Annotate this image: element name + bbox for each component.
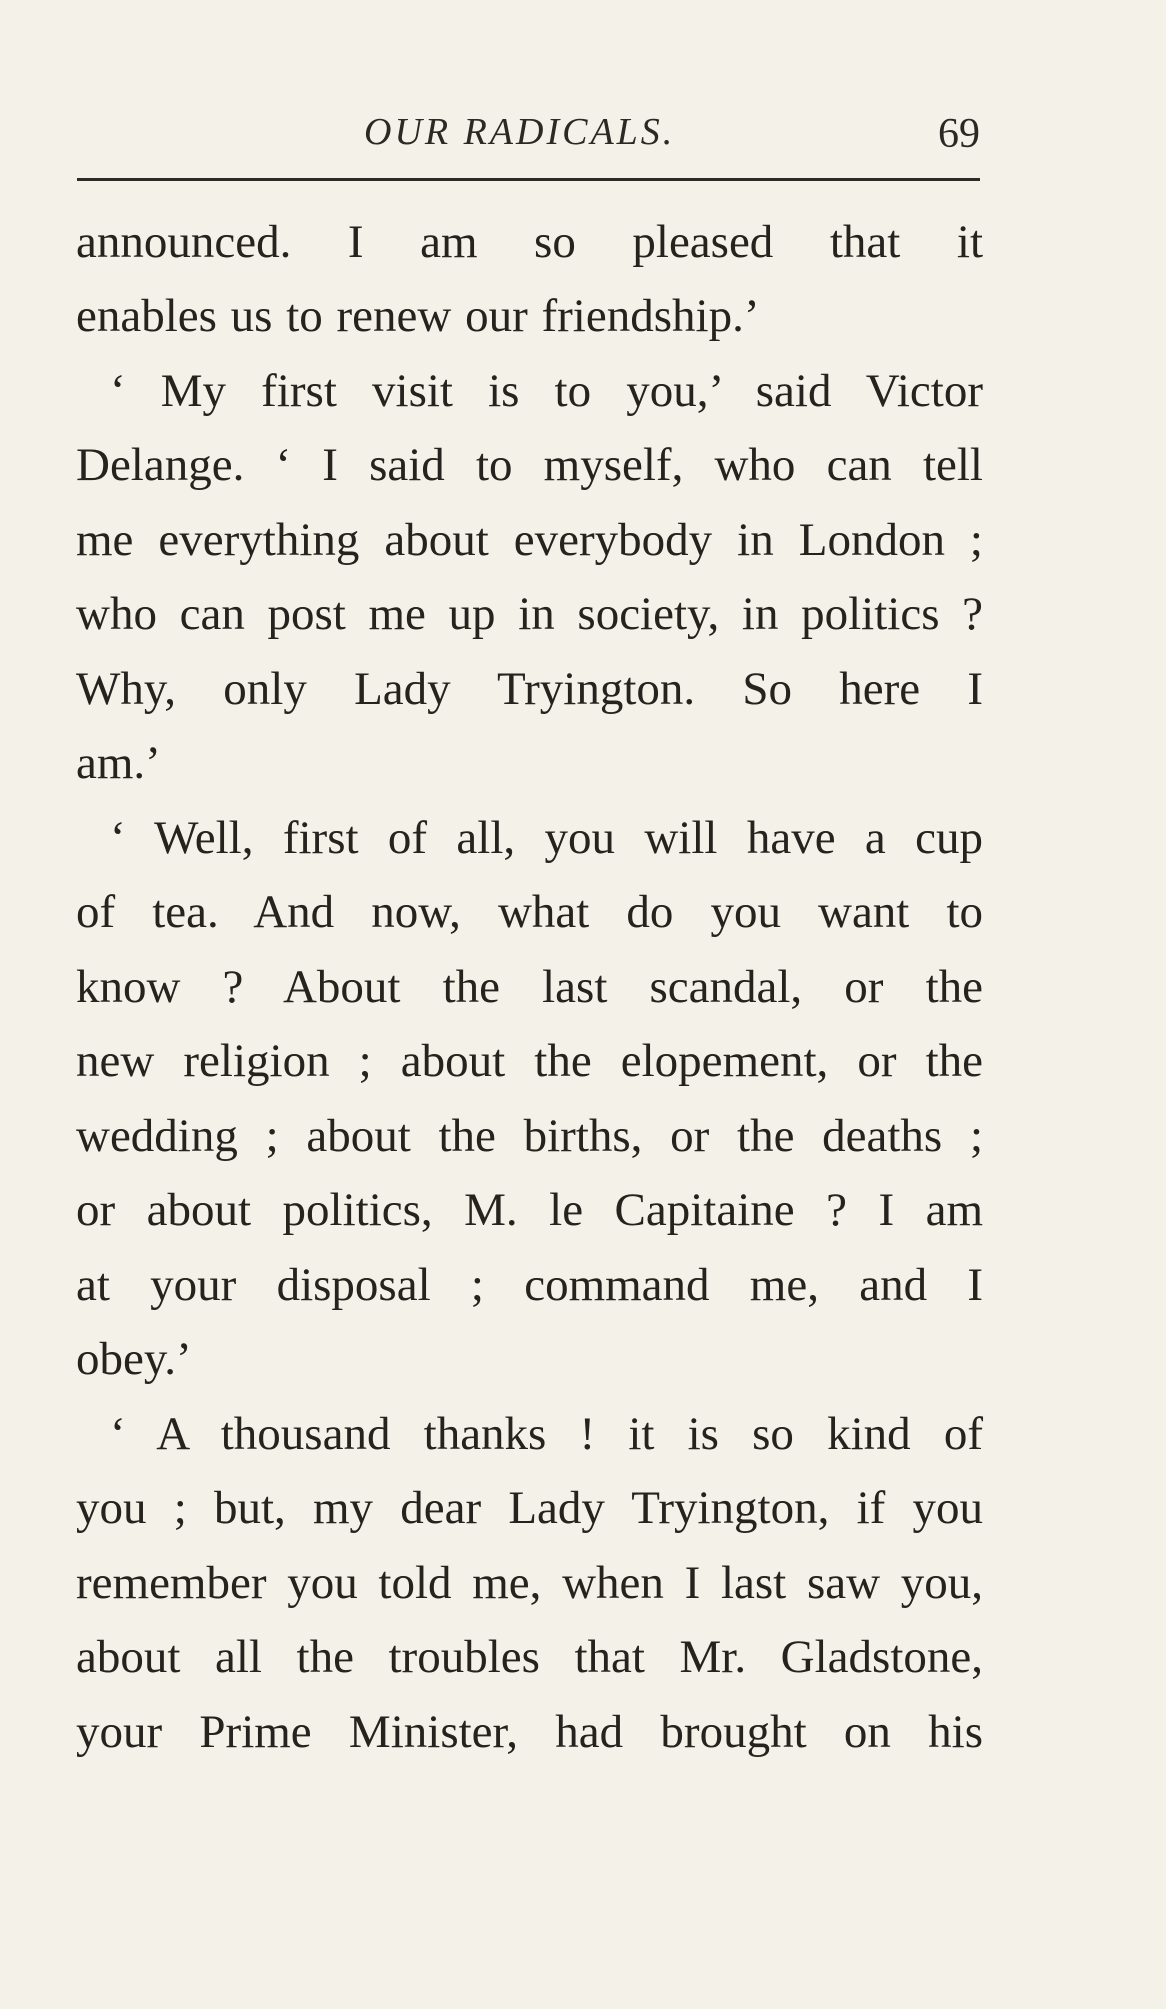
header-rule (77, 178, 980, 181)
text-line: wedding ; about the births, or the deaths ; (76, 1110, 983, 1162)
text-line: am.’ (76, 737, 161, 789)
text-line: who can post me up in society, in politics ? (76, 588, 983, 640)
text-line: announced. I am so pleased that it (76, 216, 983, 268)
text-line: obey.’ (76, 1333, 192, 1385)
text-line: or about politics, M. le Capitaine ? I am (76, 1184, 983, 1236)
text-line: know ? About the last scandal, or the (76, 961, 983, 1013)
text-line: Why, only Lady Tryington. So here I (76, 663, 983, 715)
text-line: ‘ Well, first of all, you will have a cup (110, 812, 983, 864)
text-line: remember you told me, when I last saw you, (76, 1557, 983, 1609)
text-line: me everything about everybody in London ; (76, 514, 983, 566)
text-line: about all the troubles that Mr. Gladstone, (76, 1631, 983, 1683)
text-line: your Prime Minister, had brought on his (76, 1706, 983, 1758)
text-line: of tea. And now, what do you want to (76, 886, 983, 938)
text-line: ‘ My first visit is to you,’ said Victor (110, 365, 983, 417)
text-line: at your disposal ; command me, and I (76, 1259, 983, 1311)
text-line: you ; but, my dear Lady Tryington, if you (76, 1482, 983, 1534)
running-head: OUR RADICALS. (364, 111, 676, 153)
text-line: ‘ A thousand thanks ! it is so kind of (110, 1408, 983, 1460)
text-line: enables us to renew our friendship.’ (76, 290, 760, 342)
page-number: 69 (938, 111, 980, 157)
text-line: new religion ; about the elopement, or the (76, 1035, 983, 1087)
text-line: Delange. ‘ I said to myself, who can tell (76, 439, 983, 491)
